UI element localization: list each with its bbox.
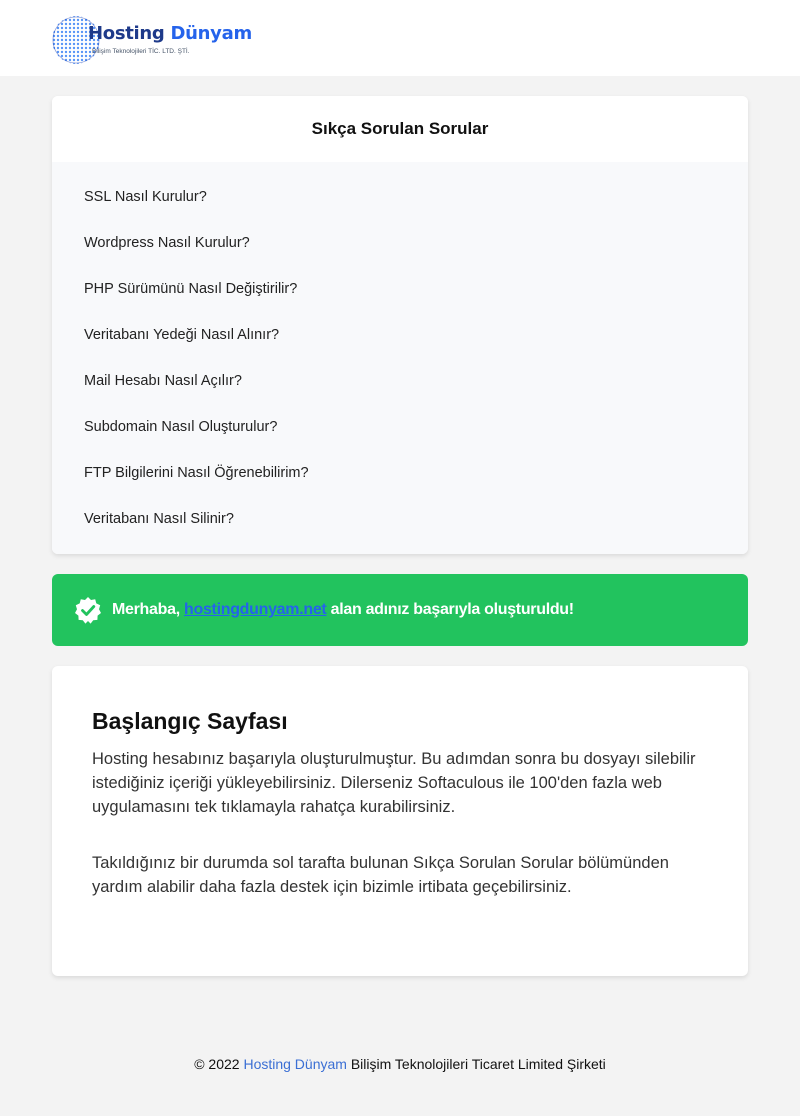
start-paragraph-2: Takıldığınız bir durumda sol tarafta bulunan Sıkça Sorulan Sorular bölümünden yardım alabilir daha fazla destek için bizimle irtibata geçebilirsiniz. <box>92 854 669 896</box>
faq-item-php-version[interactable]: PHP Sürümünü Nasıl Değiştirilir? <box>84 281 298 297</box>
faq-item-subdomain[interactable]: Subdomain Nasıl Oluşturulur? <box>84 419 278 435</box>
brand-logo[interactable] <box>52 10 252 66</box>
footer-brand[interactable]: Hosting Dünyam <box>243 1056 347 1072</box>
footer-copyright: © 2022 <box>194 1056 240 1072</box>
faq-title: Sıkça Sorulan Sorular <box>311 119 489 138</box>
start-card <box>52 666 748 976</box>
verified-check-icon <box>74 596 102 624</box>
faq-item-db-backup[interactable]: Veritabanı Yedeği Nasıl Alınır? <box>84 327 280 343</box>
alert-prefix: Merhaba, <box>112 601 180 618</box>
top-header <box>0 0 800 76</box>
faq-list <box>52 162 748 554</box>
faq-card <box>52 96 748 554</box>
faq-item-ssl[interactable]: SSL Nasıl Kurulur? <box>84 189 207 205</box>
alert-suffix: alan adınız başarıyla oluşturuldu! <box>330 601 574 618</box>
alert-domain-link[interactable]: hostingdunyam.net <box>184 601 327 618</box>
footer <box>0 1056 800 1072</box>
faq-item-wordpress[interactable]: Wordpress Nasıl Kurulur? <box>84 235 250 251</box>
logo-subtitle: Bilişim Teknolojileri TİC. LTD. ŞTİ. <box>92 48 190 55</box>
faq-header <box>52 96 748 162</box>
start-paragraph-1: Hosting hesabınız başarıyla oluşturulmuştur. Bu adımdan sonra bu dosyayı silebilir istediğiniz içeriği yükleyebilirsiniz. Dilerseniz Softaculous ile 100'den fazla web uygulamasını tek tıklamayla rahatça kurabilirsiniz. <box>92 750 696 816</box>
start-title: Başlangıç Sayfası <box>92 708 288 734</box>
success-alert <box>52 574 748 646</box>
footer-company: Bilişim Teknolojileri Ticaret Limited Şirketi <box>350 1056 606 1072</box>
faq-item-ftp[interactable]: FTP Bilgilerini Nasıl Öğrenebilirim? <box>84 465 309 481</box>
logo-name: Hosting Dünyam <box>88 23 252 44</box>
faq-item-db-delete[interactable]: Veritabanı Nasıl Silinir? <box>84 511 234 527</box>
faq-item-mail-account[interactable]: Mail Hesabı Nasıl Açılır? <box>84 373 242 389</box>
